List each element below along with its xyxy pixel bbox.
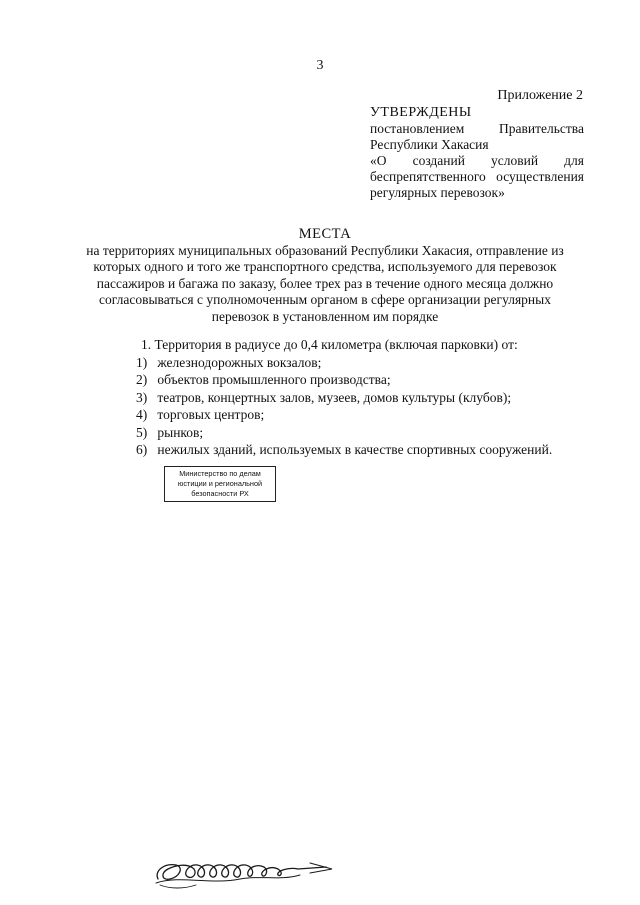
approval-line: «О созданий условий для	[370, 153, 584, 168]
approval-line: Республики Хакасия	[370, 137, 489, 152]
approval-title: УТВЕРЖДЕНЫ	[370, 105, 472, 120]
list-intro: 1. Территория в радиусе до 0,4 километра (включая парковки) от:	[141, 337, 518, 352]
heading-line: которых одного и того же транспортного средства, используемого для перевозок	[93, 259, 557, 274]
approval-line: беспрепятственного осуществления	[370, 169, 584, 184]
places-list	[136, 336, 606, 459]
list-item-text: рынков;	[157, 424, 204, 440]
list-item-marker: 4)	[136, 407, 148, 422]
heading-line: на территориях муниципальных образований Республики Хакасия, отправление из	[86, 242, 564, 258]
list-item-marker: 6)	[136, 442, 148, 457]
heading-line: согласовываться с уполномоченным органом в сфере организации регулярных	[99, 292, 551, 307]
list-item-text: торговых центров;	[157, 407, 265, 422]
stamp-line: безопасности РХ	[191, 489, 249, 498]
list-item-text: железнодорожных вокзалов;	[157, 354, 322, 370]
list-item-marker: 3)	[136, 389, 148, 405]
approval-block	[370, 105, 584, 201]
document-heading	[60, 226, 590, 325]
list-item-text: театров, концертных залов, музеев, домов культуры (клубов);	[157, 389, 512, 405]
approval-line: регулярных перевозок»	[370, 185, 505, 200]
appendix-label: Приложение 2	[497, 88, 583, 103]
approval-line: постановлением Правительства	[370, 121, 584, 136]
handwritten-signature	[150, 845, 340, 895]
list-item	[136, 389, 606, 407]
list-item	[136, 424, 606, 442]
stamp-line: юстиции и региональной	[177, 479, 263, 488]
list-item	[136, 406, 606, 424]
list-item-marker: 1)	[136, 354, 148, 370]
heading-line: пассажиров и багажа по заказу, более трех раз в течение одного месяца должно	[96, 275, 554, 291]
page-number: 3	[316, 58, 324, 73]
list-item	[136, 354, 606, 372]
heading-title: МЕСТА	[298, 226, 352, 242]
list-item-marker: 5)	[136, 424, 148, 440]
list-item-text: объектов промышленного производства;	[157, 372, 391, 387]
list-item-text: нежилых зданий, используемых в качестве спортивных сооружений.	[157, 442, 553, 457]
list-item	[136, 441, 606, 459]
stamp-line: Министерство по делам	[179, 469, 261, 478]
list-item-marker: 2)	[136, 372, 148, 387]
list-item	[136, 371, 606, 389]
ministry-stamp	[164, 466, 276, 502]
heading-line: перевозок в установленном им порядке	[211, 308, 439, 324]
